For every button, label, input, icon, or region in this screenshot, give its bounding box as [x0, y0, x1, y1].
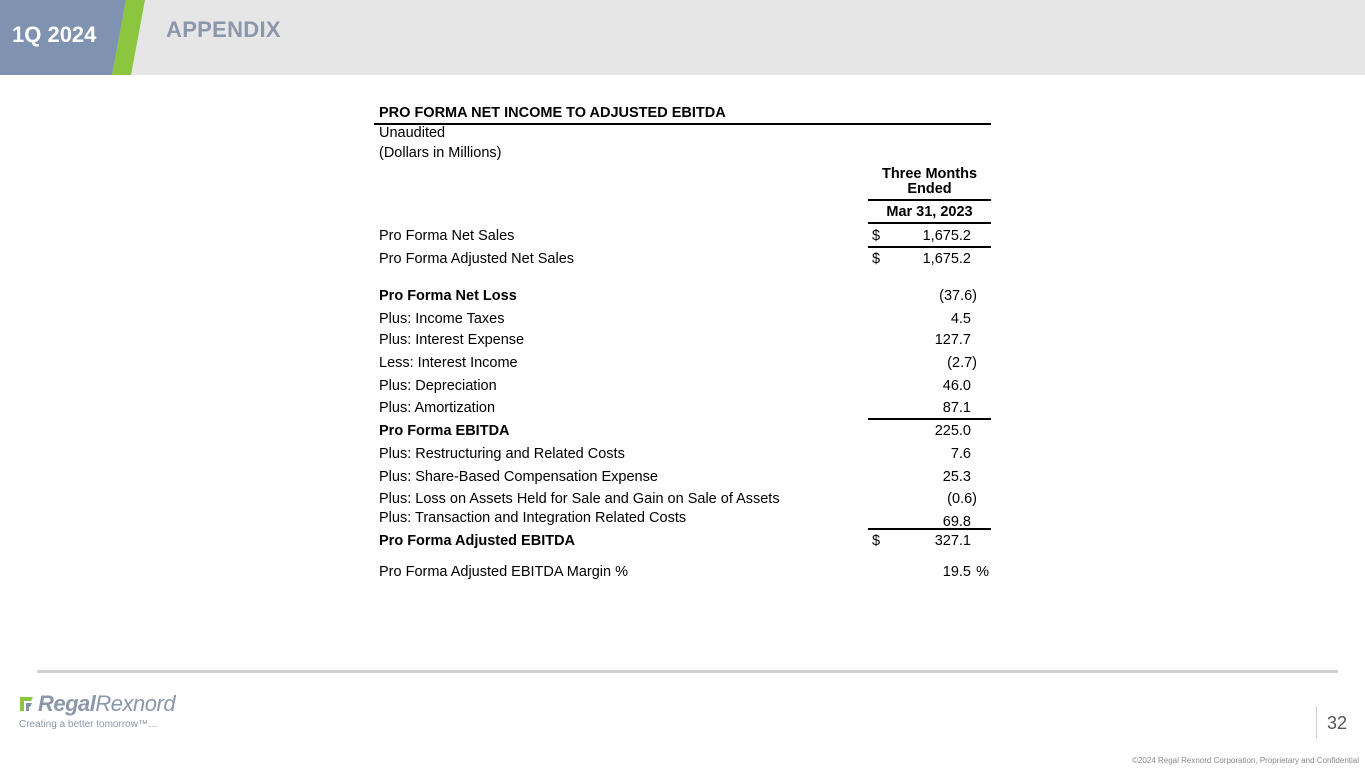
table-row: Plus: Share-Based Compensation Expense 25.3	[379, 469, 971, 485]
column-header-line2: Ended	[907, 181, 952, 197]
tagline: Creating a better tomorrow™…	[19, 719, 158, 730]
column-header-line1: Three Months	[881, 166, 978, 182]
regal-rexnord-logo-icon	[17, 694, 37, 714]
table-title: PRO FORMA NET INCOME TO ADJUSTED EBITDA	[379, 105, 726, 121]
units-row	[374, 143, 991, 163]
unaudited-label: Unaudited	[379, 125, 446, 141]
table-row: Plus: Amortization 87.1	[379, 400, 971, 416]
column-header-rule	[868, 199, 991, 201]
table-row: Pro Forma Adjusted EBITDA $ 327.1	[379, 533, 971, 549]
table-row: Pro Forma EBITDA 225.0	[379, 423, 971, 439]
table-title-row	[374, 103, 991, 123]
table-row: Plus: Transaction and Integration Related Costs 69.8	[379, 510, 971, 530]
table-row: Plus: Restructuring and Related Costs 7.6	[379, 446, 971, 462]
copyright-notice: ©2024 Regal Rexnord Corporation, Proprietary and Confidential	[1132, 756, 1359, 765]
table-row: Less: Interest Income (2.7)	[379, 355, 977, 371]
table-row: Plus: Income Taxes 4.5	[379, 311, 971, 327]
column-date-rule	[868, 222, 991, 224]
quarter-label: 1Q 2024	[12, 22, 97, 47]
subtitle-row	[374, 123, 991, 143]
table-row: Pro Forma Adjusted Net Sales $ 1,675.2	[379, 251, 971, 267]
page-number-divider	[1316, 706, 1317, 738]
column-date: Mar 31, 2023	[886, 204, 973, 220]
table-row: Plus: Interest Expense 127.7	[379, 332, 971, 348]
table-row: Pro Forma Adjusted EBITDA Margin % 19.5 %	[379, 564, 989, 580]
company-logo-text: RegalRexnord	[38, 691, 176, 716]
units-label: (Dollars in Millions)	[379, 145, 502, 161]
table-row: Pro Forma Net Loss (37.6)	[379, 288, 977, 304]
row-rule	[868, 528, 991, 530]
page-number: 32	[1327, 713, 1348, 733]
section-title: APPENDIX	[166, 17, 281, 42]
table-row: Plus: Loss on Assets Held for Sale and Gain on Sale of Assets (0.6)	[379, 491, 977, 507]
table-row: Pro Forma Net Sales $ 1,675.2	[379, 228, 971, 244]
row-rule	[868, 246, 991, 248]
footer-divider	[37, 670, 1338, 673]
table-row: Plus: Depreciation 46.0	[379, 378, 971, 394]
row-rule	[868, 418, 991, 420]
column-header-period	[868, 167, 991, 197]
